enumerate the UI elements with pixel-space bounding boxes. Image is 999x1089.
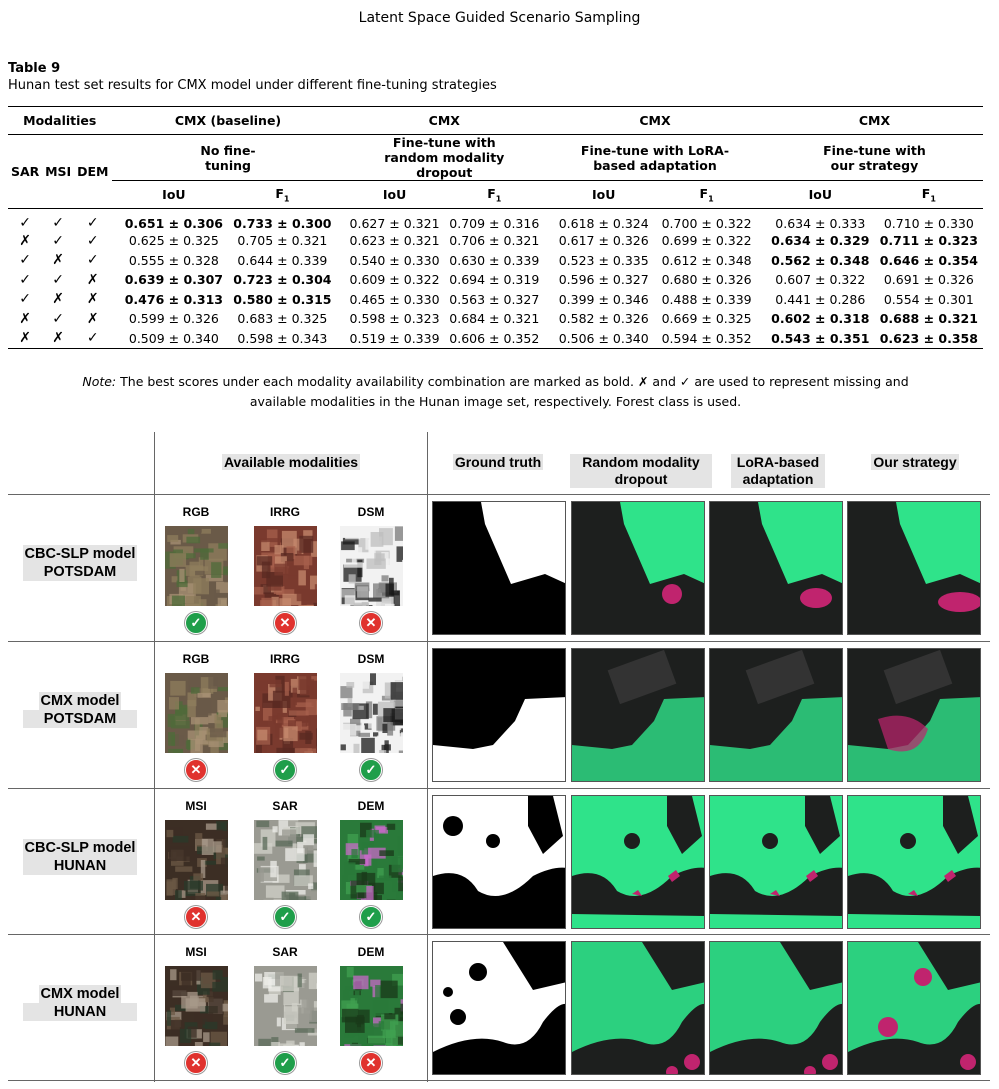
row-model-label: CMX model: [40, 986, 120, 1002]
note-line-1: The best scores under each modality availability combination are marked as bold. ✗ and ✓ are used to represent missing and: [120, 374, 909, 389]
score-cell: 0.555 ± 0.328: [128, 252, 219, 268]
modality-mark: ✓: [8, 209, 42, 232]
available-check-icon: ✓: [274, 906, 296, 928]
table-row: [8, 251, 983, 271]
modality-thumbnail: [254, 966, 317, 1046]
score-cell: 0.711 ± 0.323: [879, 233, 978, 249]
metric-iou: IoU: [808, 187, 832, 202]
group-cmx-1: CMX: [337, 107, 545, 135]
prediction-random-dropout: [571, 795, 705, 929]
modality-label: RGB: [182, 505, 210, 519]
score-cell: 0.625 ± 0.325: [128, 233, 219, 249]
score-cell: 0.609 ± 0.322: [349, 272, 440, 288]
modality-thumbnail: [165, 820, 228, 900]
modality-thumbnail: [254, 673, 317, 753]
score-cell: 0.441 ± 0.286: [775, 291, 866, 307]
ground-truth-mask: [432, 648, 566, 782]
score-cell: 0.646 ± 0.354: [879, 252, 978, 268]
score-cell: 0.694 ± 0.319: [449, 272, 540, 288]
modality-mark: ✓: [19, 291, 31, 308]
row-model-label: CBC-SLP model: [24, 840, 136, 856]
row-label: [8, 692, 152, 728]
modality-mark: ✓: [86, 232, 99, 249]
col-random-dropout: Random modality dropout: [570, 454, 710, 488]
prediction-lora: [709, 941, 843, 1075]
score-cell: 0.607 ± 0.322: [775, 272, 866, 288]
note-label: Note:: [82, 374, 117, 389]
modality-mark: ✓: [74, 209, 111, 232]
col-lora: LoRA-based adaptation: [711, 454, 845, 488]
score-cell: 0.669 ± 0.325: [661, 311, 752, 327]
divider: [427, 432, 428, 1082]
table-row: [8, 209, 983, 232]
modality-thumbnail: [165, 526, 228, 606]
row-dataset-label: POTSDAM: [23, 710, 137, 728]
strategy-no-finetune: No fine-tuning: [112, 135, 337, 181]
modality-label: SAR: [272, 799, 298, 813]
score-cell: 0.634 ± 0.329: [771, 233, 870, 249]
row-label: [8, 839, 152, 875]
modality-mark: ✗: [52, 252, 64, 269]
prediction-random-dropout: [571, 501, 705, 635]
score-cell: 0.680 ± 0.326: [661, 272, 752, 288]
modality-mark: ✓: [74, 329, 111, 349]
strategy-random-dropout: Fine-tune with random modality dropout: [337, 135, 545, 181]
modality-label: IRRG: [270, 505, 300, 519]
modality-mark: ✗: [8, 329, 42, 349]
group-cmx-baseline: CMX (baseline): [112, 107, 337, 135]
row-dataset-label: HUNAN: [23, 1003, 137, 1021]
modality-label: MSI: [185, 799, 207, 813]
metric-iou: IoU: [382, 187, 407, 202]
row-label: [8, 985, 152, 1021]
score-cell: 0.509 ± 0.340: [112, 329, 229, 349]
results-table: [8, 106, 983, 349]
modality-label: MSI: [185, 945, 207, 959]
score-cell: 0.691 ± 0.326: [883, 272, 974, 288]
modality-mark: ✓: [19, 271, 31, 288]
missing-x-icon: ✕: [185, 906, 207, 928]
prediction-random-dropout: [571, 941, 705, 1075]
table-label: Table 9: [8, 61, 61, 76]
modality-label: DEM: [357, 799, 385, 813]
prediction-lora: [709, 648, 843, 782]
modality-thumbnail: [165, 966, 228, 1046]
divider: [8, 1080, 990, 1081]
modality-mark: ✗: [86, 310, 99, 327]
score-cell: 0.582 ± 0.326: [558, 311, 649, 327]
score-cell: 0.705 ± 0.321: [237, 233, 328, 249]
modality-thumbnail: [165, 673, 228, 753]
prediction-lora: [709, 795, 843, 929]
score-cell: 0.606 ± 0.352: [445, 329, 545, 349]
metric-f1: $F_1$: [487, 185, 502, 204]
score-cell: 0.618 ± 0.324: [544, 209, 655, 232]
score-cell: 0.540 ± 0.330: [349, 252, 440, 268]
score-cell: 0.602 ± 0.318: [771, 311, 870, 327]
table-row: [8, 231, 983, 251]
modality-thumbnail: [254, 526, 317, 606]
score-cell: 0.554 ± 0.301: [883, 291, 974, 307]
score-cell: 0.612 ± 0.348: [661, 252, 752, 268]
ground-truth-mask: [432, 501, 566, 635]
modality-label: DEM: [357, 945, 385, 959]
score-cell: 0.630 ± 0.339: [449, 252, 540, 268]
prediction-our-strategy: [847, 648, 981, 782]
score-cell: 0.684 ± 0.321: [449, 311, 540, 327]
table-caption: Hunan test set results for CMX model under different fine-tuning strategies: [8, 78, 497, 93]
modality-mark: ✗: [42, 329, 74, 349]
score-cell: 0.523 ± 0.335: [558, 252, 649, 268]
score-cell: 0.688 ± 0.321: [879, 311, 978, 327]
modality-mark: ✗: [19, 232, 31, 249]
score-cell: 0.706 ± 0.321: [449, 233, 540, 249]
col-msi: MSI: [45, 164, 72, 179]
modality-thumbnail: [340, 526, 403, 606]
modality-mark: ✓: [19, 252, 31, 269]
score-cell: 0.476 ± 0.313: [124, 291, 223, 307]
available-check-icon: ✓: [360, 906, 382, 928]
score-cell: 0.399 ± 0.346: [558, 291, 649, 307]
score-cell: 0.710 ± 0.330: [875, 209, 983, 232]
score-cell: 0.627 ± 0.321: [337, 209, 445, 232]
score-cell: 0.596 ± 0.327: [558, 272, 649, 288]
score-cell: 0.519 ± 0.339: [337, 329, 445, 349]
table-row: [8, 290, 983, 310]
modality-mark: ✓: [86, 252, 99, 269]
modality-thumbnail: [254, 820, 317, 900]
score-cell: 0.594 ± 0.352: [655, 329, 758, 349]
missing-x-icon: ✕: [185, 759, 207, 781]
score-cell: 0.700 ± 0.322: [655, 209, 758, 232]
col-dem: DEM: [77, 164, 109, 179]
prediction-lora: [709, 501, 843, 635]
score-cell: 0.599 ± 0.326: [128, 311, 219, 327]
group-cmx-2: CMX: [544, 107, 758, 135]
score-cell: 0.709 ± 0.316: [445, 209, 545, 232]
score-cell: 0.639 ± 0.307: [124, 272, 223, 288]
divider: [154, 432, 155, 1082]
col-ground-truth: Ground truth: [454, 454, 542, 470]
strategy-ours: Fine-tune with our strategy: [758, 135, 983, 181]
score-cell: 0.644 ± 0.339: [237, 252, 328, 268]
metric-f1: $F_1$: [921, 185, 936, 204]
score-cell: 0.623 ± 0.321: [349, 233, 440, 249]
col-our-strategy: Our strategy: [873, 454, 957, 470]
missing-x-icon: ✕: [274, 612, 296, 634]
ground-truth-mask: [432, 795, 566, 929]
table-row: [8, 309, 983, 329]
modality-mark: ✓: [52, 310, 64, 327]
table-title-block: [8, 60, 497, 94]
score-cell: 0.634 ± 0.333: [758, 209, 875, 232]
modality-mark: ✗: [19, 310, 31, 327]
qualitative-figure: [8, 432, 990, 1082]
metric-iou: IoU: [591, 187, 616, 202]
row-label: [8, 545, 152, 581]
score-cell: 0.562 ± 0.348: [771, 252, 870, 268]
missing-x-icon: ✕: [360, 1052, 382, 1074]
col-sar: SAR: [10, 164, 40, 179]
available-check-icon: ✓: [185, 612, 207, 634]
score-cell: 0.683 ± 0.325: [237, 311, 328, 327]
group-modalities: Modalities: [8, 107, 112, 135]
score-cell: 0.598 ± 0.343: [228, 329, 336, 349]
divider: [8, 494, 990, 495]
score-cell: 0.699 ± 0.322: [661, 233, 752, 249]
score-cell: 0.723 ± 0.304: [233, 272, 332, 288]
modality-mark: ✓: [42, 209, 74, 232]
row-dataset-label: POTSDAM: [23, 563, 137, 581]
table-row: [8, 270, 983, 290]
modality-thumbnail: [340, 966, 403, 1046]
available-check-icon: ✓: [360, 759, 382, 781]
modality-mark: ✓: [52, 271, 64, 288]
metric-f1: $F_1$: [699, 185, 714, 204]
modality-label: DSM: [357, 505, 385, 519]
prediction-random-dropout: [571, 648, 705, 782]
divider: [8, 788, 990, 789]
row-model-label: CMX model: [40, 693, 120, 709]
metric-iou: IoU: [162, 187, 186, 202]
score-cell: 0.617 ± 0.326: [558, 233, 649, 249]
score-cell: 0.543 ± 0.351: [758, 329, 875, 349]
modality-mark: ✗: [86, 291, 99, 308]
row-model-label: CBC-SLP model: [24, 546, 136, 562]
available-check-icon: ✓: [274, 759, 296, 781]
modality-label: RGB: [182, 652, 210, 666]
score-cell: 0.651 ± 0.306: [112, 209, 229, 232]
running-header: Latent Space Guided Scenario Sampling: [358, 10, 641, 26]
ground-truth-mask: [432, 941, 566, 1075]
prediction-our-strategy: [847, 795, 981, 929]
score-cell: 0.733 ± 0.300: [228, 209, 336, 232]
score-cell: 0.506 ± 0.340: [544, 329, 655, 349]
results-body: [8, 209, 983, 349]
metric-f1: $F_1$: [275, 185, 290, 204]
score-cell: 0.623 ± 0.358: [875, 329, 983, 349]
divider: [8, 934, 990, 935]
table-note: [8, 372, 983, 412]
prediction-our-strategy: [847, 941, 981, 1075]
missing-x-icon: ✕: [185, 1052, 207, 1074]
modality-label: DSM: [357, 652, 385, 666]
note-line-2: available modalities in the Hunan image set, respectively. Forest class is used.: [249, 394, 742, 409]
modality-label: IRRG: [270, 652, 300, 666]
modality-mark: ✗: [86, 271, 99, 288]
group-cmx-3: CMX: [758, 107, 983, 135]
strategy-lora: Fine-tune with LoRA-based adaptation: [544, 135, 758, 181]
row-dataset-label: HUNAN: [23, 857, 137, 875]
score-cell: 0.563 ± 0.327: [449, 291, 540, 307]
table-row: [8, 329, 983, 349]
divider: [8, 641, 990, 642]
col-available-modalities: Available modalities: [223, 454, 359, 470]
modality-mark: ✓: [52, 232, 64, 249]
modality-thumbnail: [340, 673, 403, 753]
score-cell: 0.465 ± 0.330: [349, 291, 440, 307]
score-cell: 0.488 ± 0.339: [661, 291, 752, 307]
modality-mark: ✗: [52, 291, 64, 308]
modality-thumbnail: [340, 820, 403, 900]
missing-x-icon: ✕: [360, 612, 382, 634]
modality-label: SAR: [272, 945, 298, 959]
score-cell: 0.580 ± 0.315: [233, 291, 332, 307]
available-check-icon: ✓: [274, 1052, 296, 1074]
score-cell: 0.598 ± 0.323: [349, 311, 440, 327]
prediction-our-strategy: [847, 501, 981, 635]
